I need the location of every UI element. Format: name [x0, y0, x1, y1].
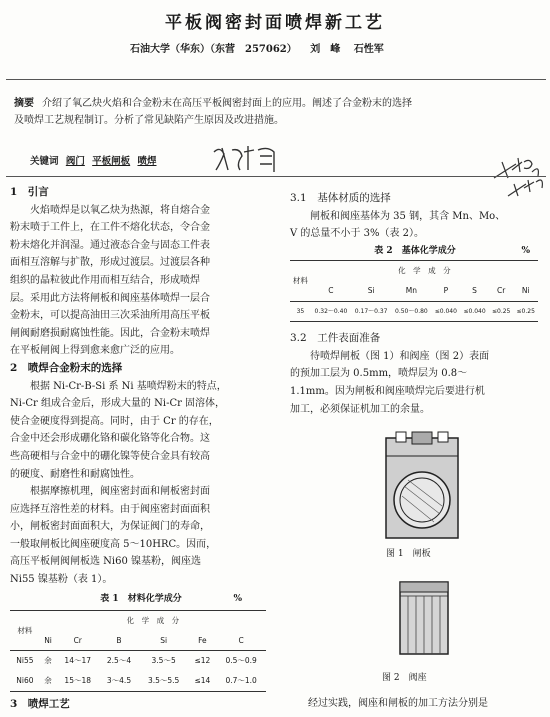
s1-line: 在平板闸阀上得到愈来愈广泛的应用。 — [10, 345, 180, 357]
s2-line: 的硬度、耐磨性和耐腐蚀性。 — [10, 468, 140, 480]
table-1-col: Si — [160, 635, 168, 645]
keyword-1: 阀门 — [65, 156, 85, 167]
abstract — [14, 95, 539, 129]
table-1-caption: 表 1 材料化学成分 % — [10, 591, 272, 609]
s2-line: 合金中还会形成硼化铬和碳化铬等化合物。这 — [10, 433, 210, 445]
keywords-label: 关键词 — [30, 156, 59, 167]
s1-line: 闸阀耐磨损耐腐蚀性能。因此，合金粉末喷焊 — [10, 327, 210, 339]
table-2: 材料 化 学 成 分 C Si Mn P S Cr Ni 35 0.32～0.40 0.17～0.37 0.50～0.80 ≤0.040 ≤0.040 ≤0.25 ≤0.25 — [290, 260, 538, 322]
keyword-3: 喷焊 — [137, 156, 157, 167]
author-2: 石性军 — [353, 44, 384, 55]
s32-line: 待喷焊闸板（图 1）和阀座（图 2）表面 — [310, 350, 490, 362]
table-1 — [10, 610, 266, 691]
table-1-col: C — [238, 635, 244, 645]
s1-line: 面相互溶解与扩散，形成过渡层。过渡层各种 — [10, 257, 210, 269]
postcode: 257062） — [245, 44, 297, 55]
s2-line: Ni-Cr 组成合金后，形成大量的 Ni-Cr 固溶体， — [10, 398, 226, 410]
s31-line: V 的总量不小于 3%（表 2）。 — [290, 228, 424, 240]
table-2-row-header: 材料 — [290, 261, 311, 301]
table-2-group-header: 化 学 成 分 — [398, 266, 451, 276]
s2-line: 些高硬相与合金中的硼化镍等使合金具有较高 — [10, 450, 210, 462]
section-3-1-heading: 3.1 基体材质的选择 — [290, 192, 391, 204]
section-3-2-heading: 3.2 工件表面准备 — [290, 332, 381, 345]
s2-line: 根据摩擦机理，阀座密封面和闸板密封面 — [30, 486, 210, 498]
figure-2-seat-drawing — [392, 576, 456, 660]
author-line — [130, 40, 394, 55]
figure-1-gate-drawing — [372, 430, 472, 542]
section-3-heading: 3 喷焊工艺 — [10, 697, 70, 710]
s2-line: 小，闸板密封面面积大，为保证阀门的寿命， — [10, 521, 210, 533]
s1-line: 层。采用此方法将闸板和阀座基体喷焊一层合 — [10, 292, 210, 304]
figure-2-caption: 图 2 阀座 — [382, 673, 427, 683]
table-1-row-header: 材料 — [10, 611, 40, 651]
table-1-unit: % — [233, 593, 242, 604]
table-row: Ni60 余 15～18 3～4.5 3.5～5.5 ≤14 0.7～1.0 — [10, 671, 266, 691]
s2-line: 使合金硬度得到提高。同时，由于 Cr 的存在， — [10, 415, 219, 427]
s1-line: 组织的晶粒彼此作用而相互结合，形成喷焊 — [10, 274, 200, 286]
s1-line: 火焰喷焊是以氧乙炔为热源，将自熔合金 — [30, 204, 210, 216]
handwritten-keyword-note — [210, 142, 280, 176]
figure-1-caption: 图 1 闸板 — [386, 549, 431, 559]
keyword-2: 平板闸板 — [92, 156, 131, 167]
section-1-heading: 1 引言 — [10, 186, 49, 198]
affiliation: 石油大学（华东）（东营 — [130, 44, 235, 55]
table-2-caption: 表 2 基体化学成分 % — [290, 243, 540, 261]
table-1-col: Ni — [44, 635, 52, 645]
keywords — [30, 153, 157, 167]
s31-line: 闸板和阀座基体为 35 钢，其含 Mn、Mo、 — [310, 210, 506, 222]
s2-line: 根据 Ni-Cr-B-Si 系 Ni 基喷焊粉末的特点， — [30, 380, 227, 392]
author-1: 刘 峰 — [310, 44, 341, 55]
s32-line: 加工，必须保证机加工的余量。 — [290, 403, 430, 415]
s32-line: 的预加工层为 0.5mm，喷焊层为 0.8～ — [290, 368, 468, 380]
table-row: Ni55 余 14～17 2.5～4 3.5～5 ≤12 0.5～0.9 — [16, 656, 257, 666]
abstract-label: 摘要 — [14, 98, 34, 109]
s1-line: 粉末喷于工件上，在工件不熔化状态，令合金 — [10, 222, 210, 234]
abstract-line-1: 摘要 介绍了氧乙炔火焰和合金粉末在高压平板阀密封面上的应用。阐述了合金粉末的选择 — [14, 98, 412, 109]
s2-line: Ni55 镍基粉（表 1）。 — [10, 574, 113, 586]
section-2-heading: 2 喷焊合金粉末的选择 — [10, 361, 123, 374]
s2-line: 一般取闸板比阀座硬度高 5～10HRC。因而， — [10, 538, 217, 550]
s2-line: 高压平板闸阀闸板选 Ni60 镍基粉，阀座选 — [10, 556, 202, 568]
left-column — [10, 184, 272, 713]
s2-line: 应选择互溶性差的材料。由于阀座密封面面积 — [10, 503, 210, 515]
abstract-line-2: 及喷焊工艺规程制订。分析了常见缺陷产生原因及改进措施。 — [14, 115, 284, 126]
table-2-unit: % — [521, 245, 530, 256]
table-1-col: Cr — [73, 635, 82, 645]
mid-rule — [6, 176, 546, 177]
s1-line: 金粉末，可以提高油田三次采油所用高压平板 — [10, 310, 210, 322]
table-row: 35 0.32～0.40 0.17～0.37 0.50～0.80 ≤0.040 ≤0.040 ≤0.25 ≤0.25 — [290, 301, 538, 322]
s32-line: 1.1mm。因为闸板和阀座喷焊完后要进行机 — [290, 385, 485, 397]
s1-line: 粉末熔化并润湿。通过液态合金与固态工件表 — [10, 239, 210, 251]
paper-title: 平板阀密封面喷焊新工艺 — [165, 13, 385, 33]
right-column — [290, 190, 540, 418]
table-1-group-header: 化 学 成 分 — [126, 616, 180, 626]
right-last-line: 经过实践，阀座和闸板的加工方法分别是 — [308, 698, 488, 709]
table-1-col: B — [116, 635, 122, 645]
top-rule — [6, 79, 546, 80]
table-1-col: Fe — [198, 635, 207, 645]
